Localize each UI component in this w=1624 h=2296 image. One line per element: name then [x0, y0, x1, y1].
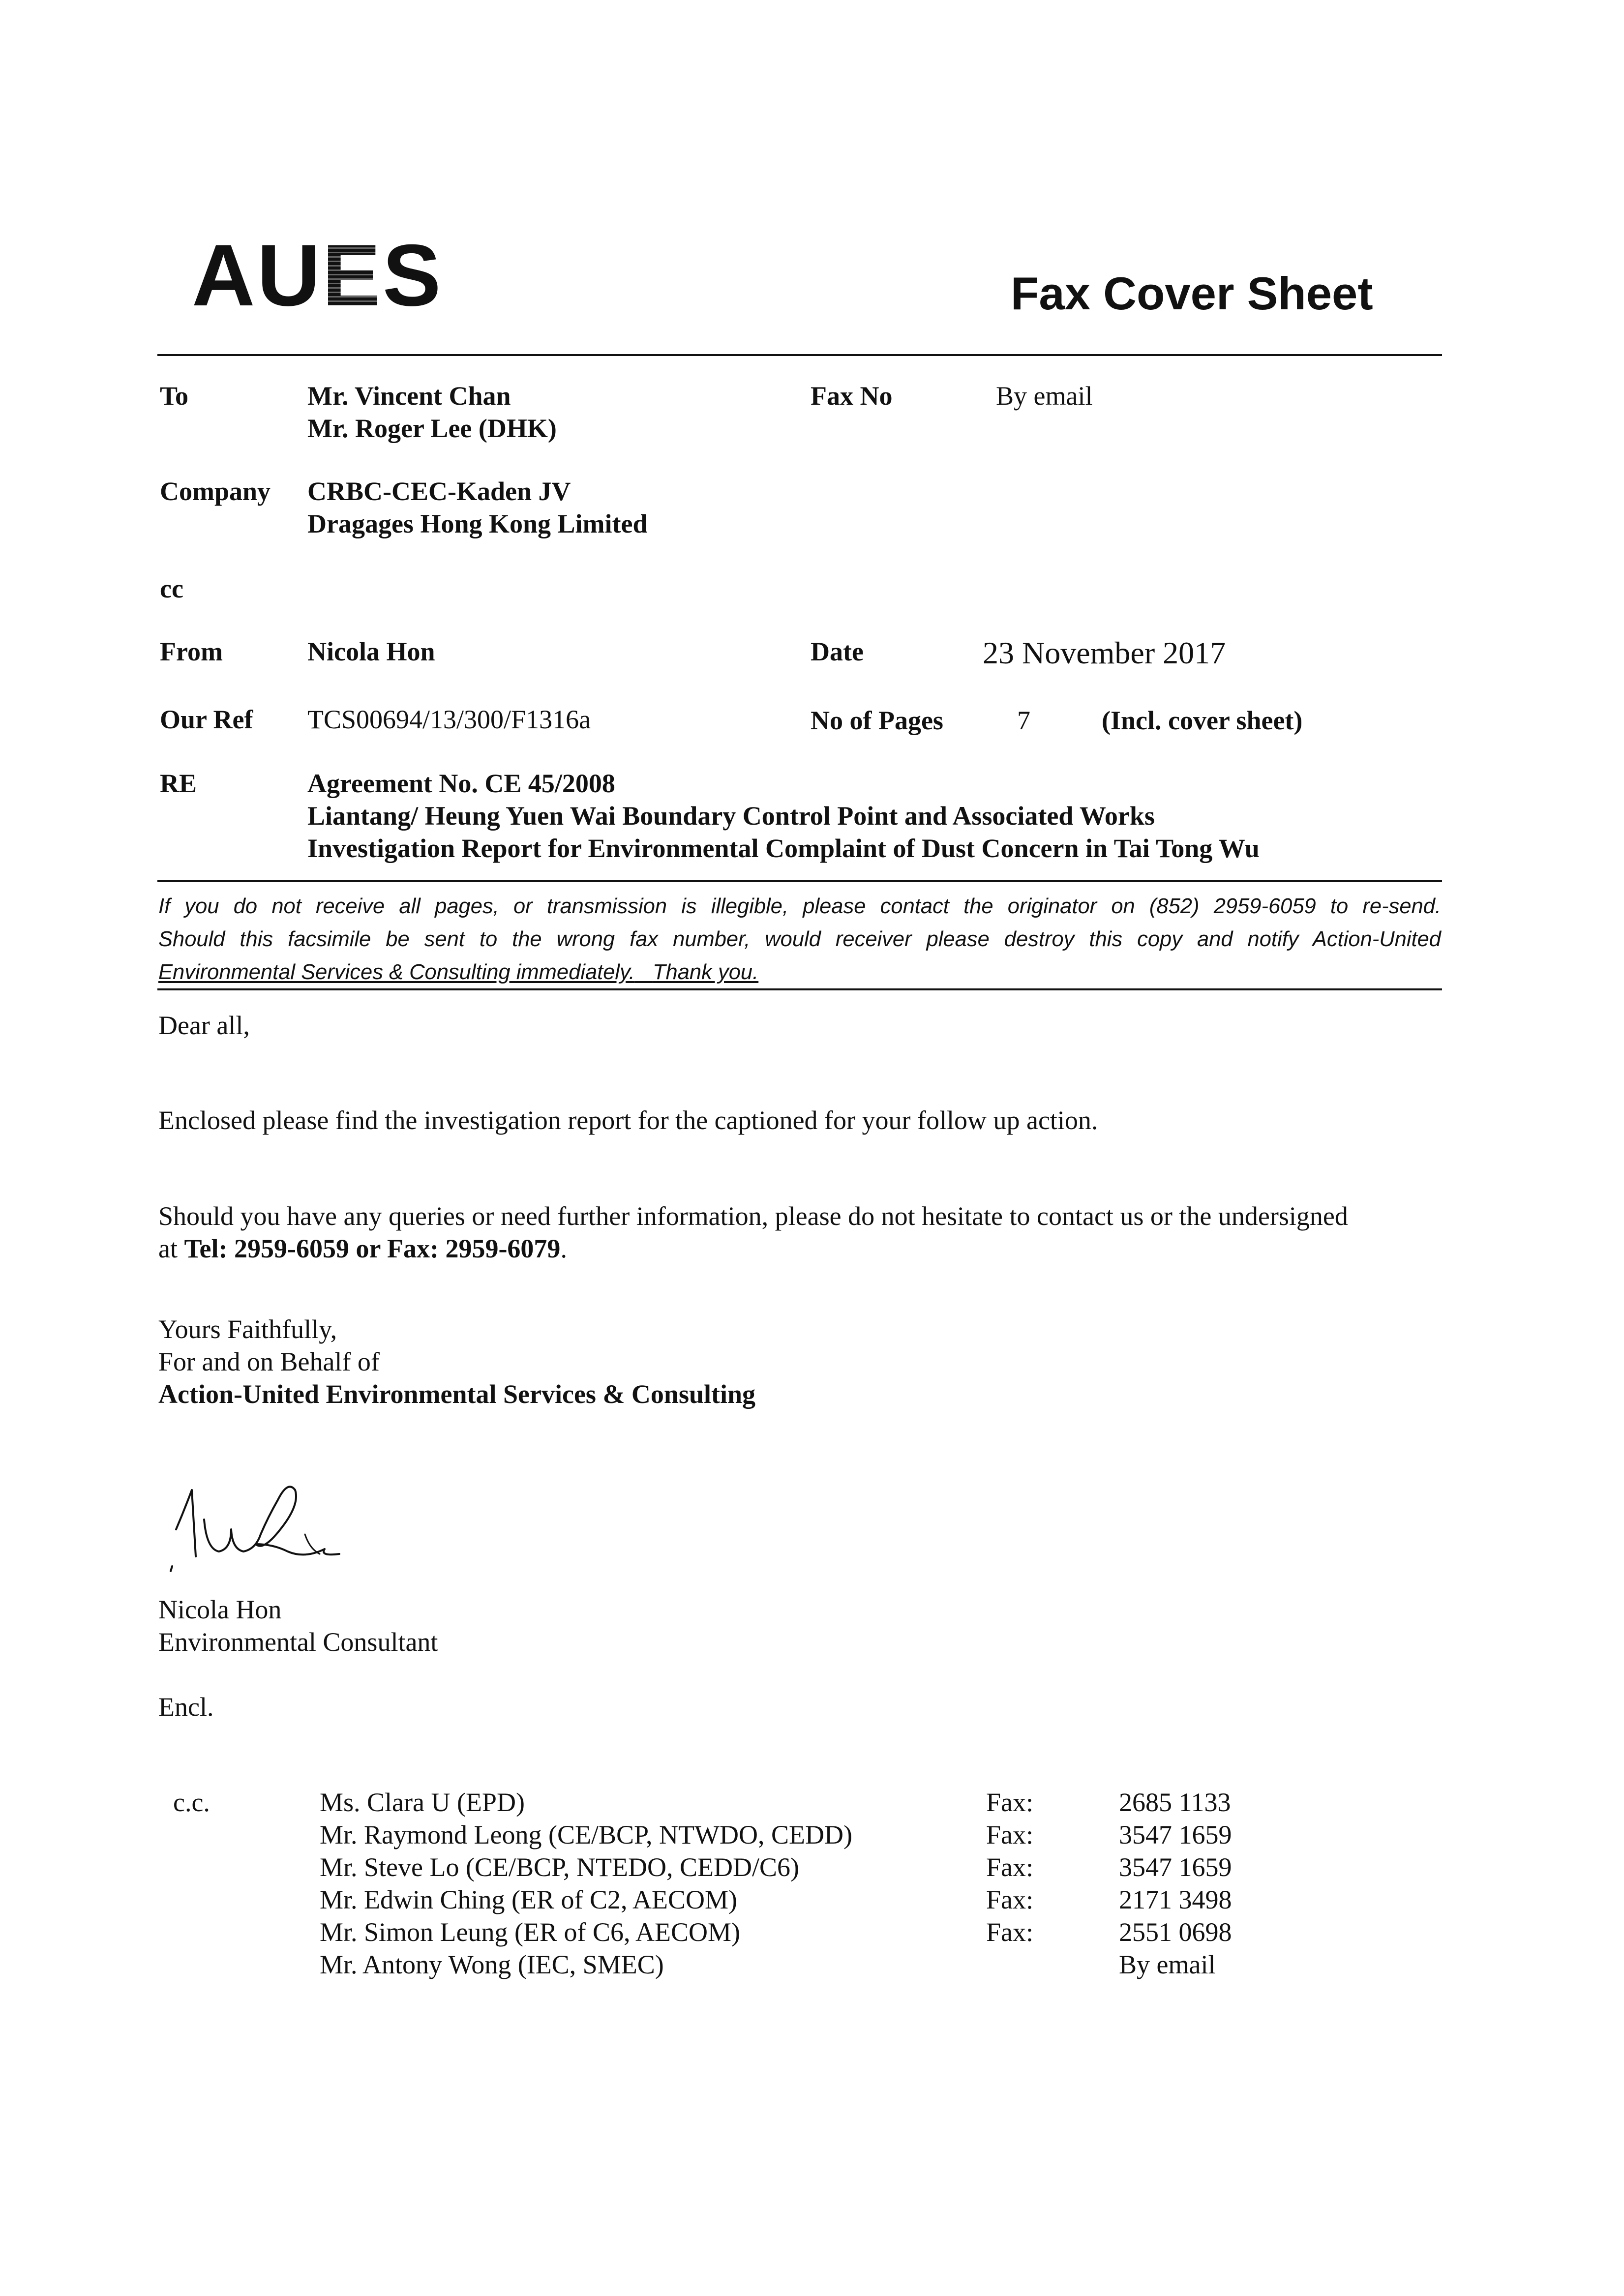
date-value: 23 November 2017 [983, 635, 1226, 670]
paragraph-2-at: at [158, 1234, 184, 1263]
cc-row-name: Mr. Simon Leung (ER of C6, AECOM) [320, 1917, 741, 1947]
our-ref-value: TCS00694/13/300/F1316a [307, 705, 591, 734]
notice-bottom-rule [157, 988, 1442, 990]
salutation: Dear all, [158, 1011, 250, 1040]
aues-logo [192, 226, 443, 324]
paragraph-2-line-1: Should you have any queries or need further information, please do not hesitate to contact us or the undersigned [158, 1201, 1348, 1231]
cc-row-fax: 2551 0698 [1119, 1917, 1232, 1947]
pages-note: (Incl. cover sheet) [1102, 706, 1303, 735]
cc-row-fax-label: Fax: [986, 1820, 1034, 1849]
cc-row-name: Mr. Antony Wong (IEC, SMEC) [320, 1950, 664, 1979]
signer-title: Environmental Consultant [158, 1627, 438, 1657]
notice-top-rule [157, 880, 1442, 882]
logo-text-s: S [382, 226, 443, 324]
contact-numbers: Tel: 2959-6059 or Fax: 2959-6079 [184, 1234, 561, 1263]
cc-list-label: c.c. [173, 1788, 210, 1817]
re-line-1: Agreement No. CE 45/2008 [307, 769, 615, 798]
fax-no-label: Fax No [811, 381, 893, 411]
company-name-1: CRBC-CEC-Kaden JV [307, 477, 571, 506]
notice-thanks: Thank you. [652, 960, 759, 984]
company-name-2: Dragages Hong Kong Limited [307, 509, 648, 538]
header-top-rule [157, 354, 1442, 356]
closing-line-1: Yours Faithfully, [158, 1314, 337, 1344]
cc-row-fax: 3547 1659 [1119, 1820, 1232, 1849]
cc-row-fax-label: Fax: [986, 1788, 1034, 1817]
fax-no-value: By email [996, 381, 1093, 411]
notice-line-2: Should this facsimile be sent to the wrong fax number, would receiver please destroy this copy and notify Action-United [158, 927, 1441, 951]
handwritten-signature [157, 1470, 369, 1598]
re-line-2: Liantang/ Heung Yuen Wai Boundary Control Point and Associated Works [307, 801, 1155, 831]
notice-line-3-wrap [158, 956, 1441, 989]
signer-name: Nicola Hon [158, 1595, 282, 1624]
cc-row-fax: 2685 1133 [1119, 1788, 1231, 1817]
cc-row-name: Ms. Clara U (EPD) [320, 1788, 525, 1817]
cc-row-fax: By email [1119, 1950, 1216, 1979]
document-title: Fax Cover Sheet [1011, 268, 1373, 319]
cc-row-fax-label: Fax: [986, 1852, 1034, 1882]
pages-label: No of Pages [811, 706, 943, 735]
our-ref-label: Our Ref [160, 705, 253, 734]
to-label: To [160, 381, 189, 411]
notice-line-1: If you do not receive all pages, or transmission is illegible, please contact the originator on (852) 2959-6059 to re-send. [158, 895, 1441, 918]
to-name-1: Mr. Vincent Chan [307, 381, 511, 411]
cc-row-fax-label: Fax: [986, 1917, 1034, 1947]
pages-value: 7 [1017, 706, 1030, 735]
cc-row-name: Mr. Edwin Ching (ER of C2, AECOM) [320, 1885, 738, 1914]
cc-row-fax: 3547 1659 [1119, 1852, 1232, 1882]
from-label: From [160, 637, 223, 666]
closing-line-2: For and on Behalf of [158, 1347, 380, 1376]
cc-row-name: Mr. Steve Lo (CE/BCP, NTEDO, CEDD/C6) [320, 1852, 800, 1882]
sender-company: Action-United Environmental Services & Consulting [158, 1379, 756, 1409]
from-value: Nicola Hon [307, 637, 435, 666]
cc-row-name: Mr. Raymond Leong (CE/BCP, NTWDO, CEDD) [320, 1820, 852, 1849]
cc-label: cc [160, 574, 183, 603]
logo-text-au: AU [192, 226, 323, 324]
cc-row-fax-label: Fax: [986, 1885, 1034, 1914]
re-label: RE [160, 769, 197, 798]
enclosure-note: Encl. [158, 1692, 214, 1722]
transmission-notice [158, 890, 1441, 989]
date-label: Date [811, 637, 864, 666]
re-line-3: Investigation Report for Environmental Complaint of Dust Concern in Tai Tong Wu [307, 834, 1260, 863]
paragraph-2-line-2 [158, 1232, 567, 1265]
cc-row-fax: 2171 3498 [1119, 1885, 1232, 1914]
to-name-2: Mr. Roger Lee (DHK) [307, 414, 557, 443]
paragraph-2-end: . [560, 1234, 567, 1263]
notice-line-3: Environmental Services & Consulting immediately. [158, 960, 635, 984]
paragraph-1: Enclosed please find the investigation report for the captioned for your follow up action. [158, 1105, 1098, 1135]
company-label: Company [160, 477, 271, 506]
logo-text-e: E [322, 226, 383, 324]
